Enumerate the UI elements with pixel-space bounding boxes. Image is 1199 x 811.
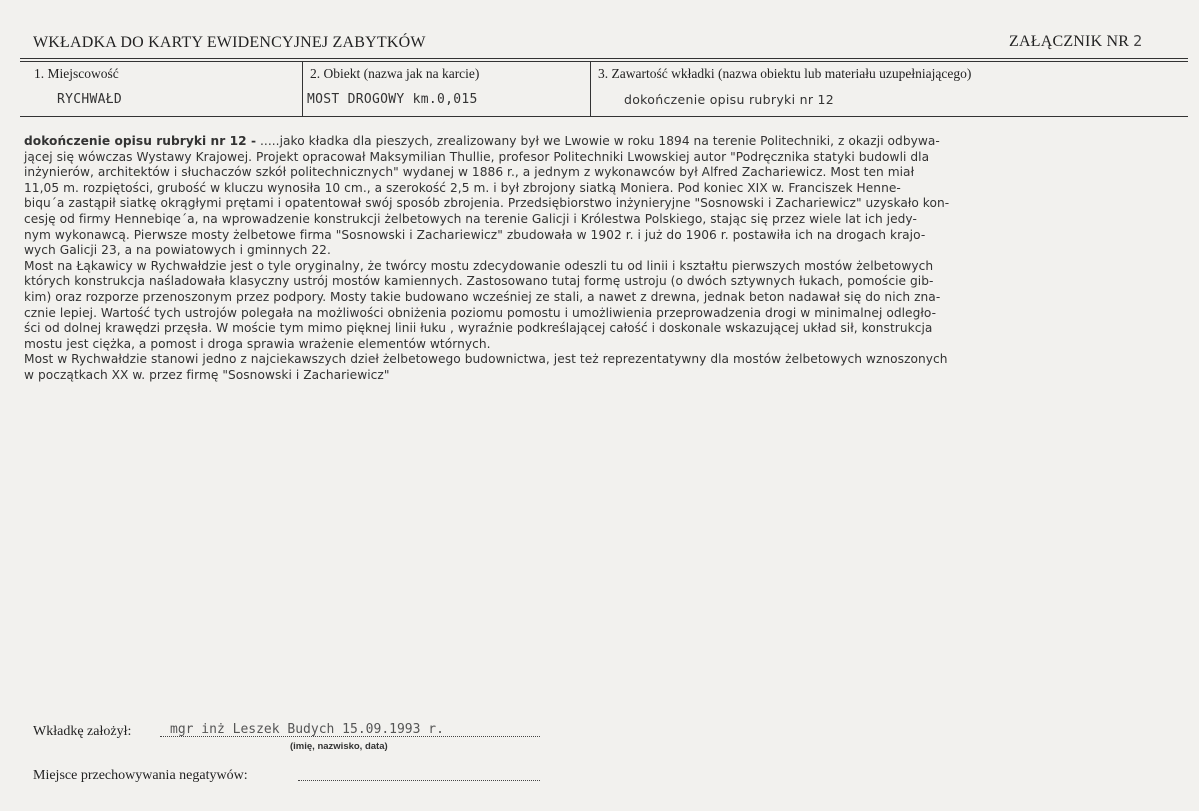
fields-rule-bottom (20, 116, 1188, 117)
annex-number: 2 (1133, 32, 1143, 50)
description-line: Most w Rychwałdzie stanowi jedno z najciekawszych dzieł żelbetowego budownictwa, jest też reprezentatywny dla mostów żelbetowych wznoszonych (24, 352, 948, 367)
description-line: Most na Łąkawicy w Rychwałdzie jest o tyle oryginalny, że twórcy mostu zdecydowanie odeszli tu od linii i kształtu pierwszych mostów żelbetowych (24, 258, 934, 273)
description-line: mostu jest ciężka, a pomost i droga sprawia wrażenie elementów wtórnych. (24, 336, 491, 351)
description-line: jącej się wówczas Wystawy Krajowej. Projekt opracował Maksymilian Thullie, profesor Politechniki Lwowskiej autor "Podręcznika statyki budowli dla (24, 149, 930, 164)
field-divider-2 (590, 61, 591, 116)
description-lead: dokończenie opisu rubryki nr 12 - (24, 134, 257, 148)
description-line: inżynierów, architektów i słuchaczów szkół politechnicznych" wydanej w 1886 r., a jednym z wykonawców był Alfred Zachariewicz. Most ten miał (24, 165, 915, 180)
description-line: w początkach XX w. przez firmę "Sosnowski i Zachariewicz" (24, 367, 390, 382)
description-line: których konstrukcja naśladowała klasyczny ustrój mostów kamiennych. Zastosowano tutaj formę ustroju (o dwóch sztywnych łukach, pomoście gib- (24, 274, 934, 289)
creator-value: mgr inż Leszek Budych 15.09.1993 r. (170, 722, 444, 737)
annex-label (1009, 32, 1142, 51)
field-contents-value: dokończenie opisu rubryki nr 12 (624, 92, 835, 107)
field-contents-label: 3. Zawartość wkładki (nazwa obiektu lub materiału uzupełniającego) (598, 66, 972, 81)
description-line: wych Galicji 23, a na powiatowych i gminnych 22. (24, 243, 331, 258)
description-line: ści od dolnej krawędzi przęsła. W moście tym mimo pięknej linii łuku , wyraźnie podkreślającej całość i doskonale wskazującej układ sił, konstrukcja (24, 321, 933, 336)
negatives-label: Miejsce przechowywania negatywów: (33, 768, 248, 783)
field-divider-1 (302, 61, 303, 116)
header-rule-top (20, 58, 1188, 59)
header-rule-second (20, 61, 1188, 62)
description-line: nym wykonawcą. Pierwsze mosty żelbetowe firma "Sosnowski i Zachariewicz" zbudowała w 1902 r. i już do 1906 r. postawiła ich na drogach krajo- (24, 227, 926, 242)
description-line: kim) oraz rozporze przenoszonym przez podpory. Mosty takie budowano wcześniej ze stali, a nawet z drewna, jednak beton nadawał się do nich zna- (24, 289, 941, 304)
description-line: dokończenie opisu rubryki nr 12 - .....jako kładka dla pieszych, zrealizowany był we Lwowie w roku 1894 na terenie Politechniki, z okazji odbywa- (24, 134, 940, 148)
field-locality-value: RYCHWAŁD (57, 92, 123, 107)
description-line: cznie lepiej. Wartość tych ustrojów polegała na możliwości obniżenia poziomu pomostu i umożliwienia przeprowadzenia drogi w minimalnej odległo- (24, 305, 937, 320)
negatives-dotted-line (298, 780, 540, 781)
creator-caption: (imię, nazwisko, data) (290, 741, 388, 752)
field-object-value: MOST DROGOWY km.0,015 (307, 92, 478, 107)
field-locality-label: 1. Miejscowość (34, 66, 119, 81)
description-line: cesję od firmy Hennebiqe´a, na wprowadzenie konstrukcji żelbetowych na terenie Galicji i Królestwa Polskiego, stając się przez wiele lat ich jedy- (24, 211, 917, 226)
card-title: WKŁADKA DO KARTY EWIDENCYJNEJ ZABYTKÓW (33, 34, 426, 51)
creator-label: Wkładkę założył: (33, 724, 132, 739)
description-text (24, 134, 1192, 384)
description-line: biqu´a zastąpił siatkę okrągłymi prętami i opatentował swój sposób zbrojenia. Przedsiębiorstwo inżynieryjne "Sosnowski i Zachariewicz" uzyskało kon- (24, 196, 950, 211)
creator-dotted-line (160, 736, 540, 737)
description-line: 11,05 m. rozpiętości, grubość w kluczu wynosiła 10 cm., a szerokość 2,5 m. i był zbrojony siatką Moniera. Pod koniec XIX w. Franciszek Henne- (24, 180, 901, 195)
annex-label-text: ZAŁĄCZNIK NR (1009, 33, 1130, 50)
field-object-label: 2. Obiekt (nazwa jak na karcie) (310, 66, 480, 81)
